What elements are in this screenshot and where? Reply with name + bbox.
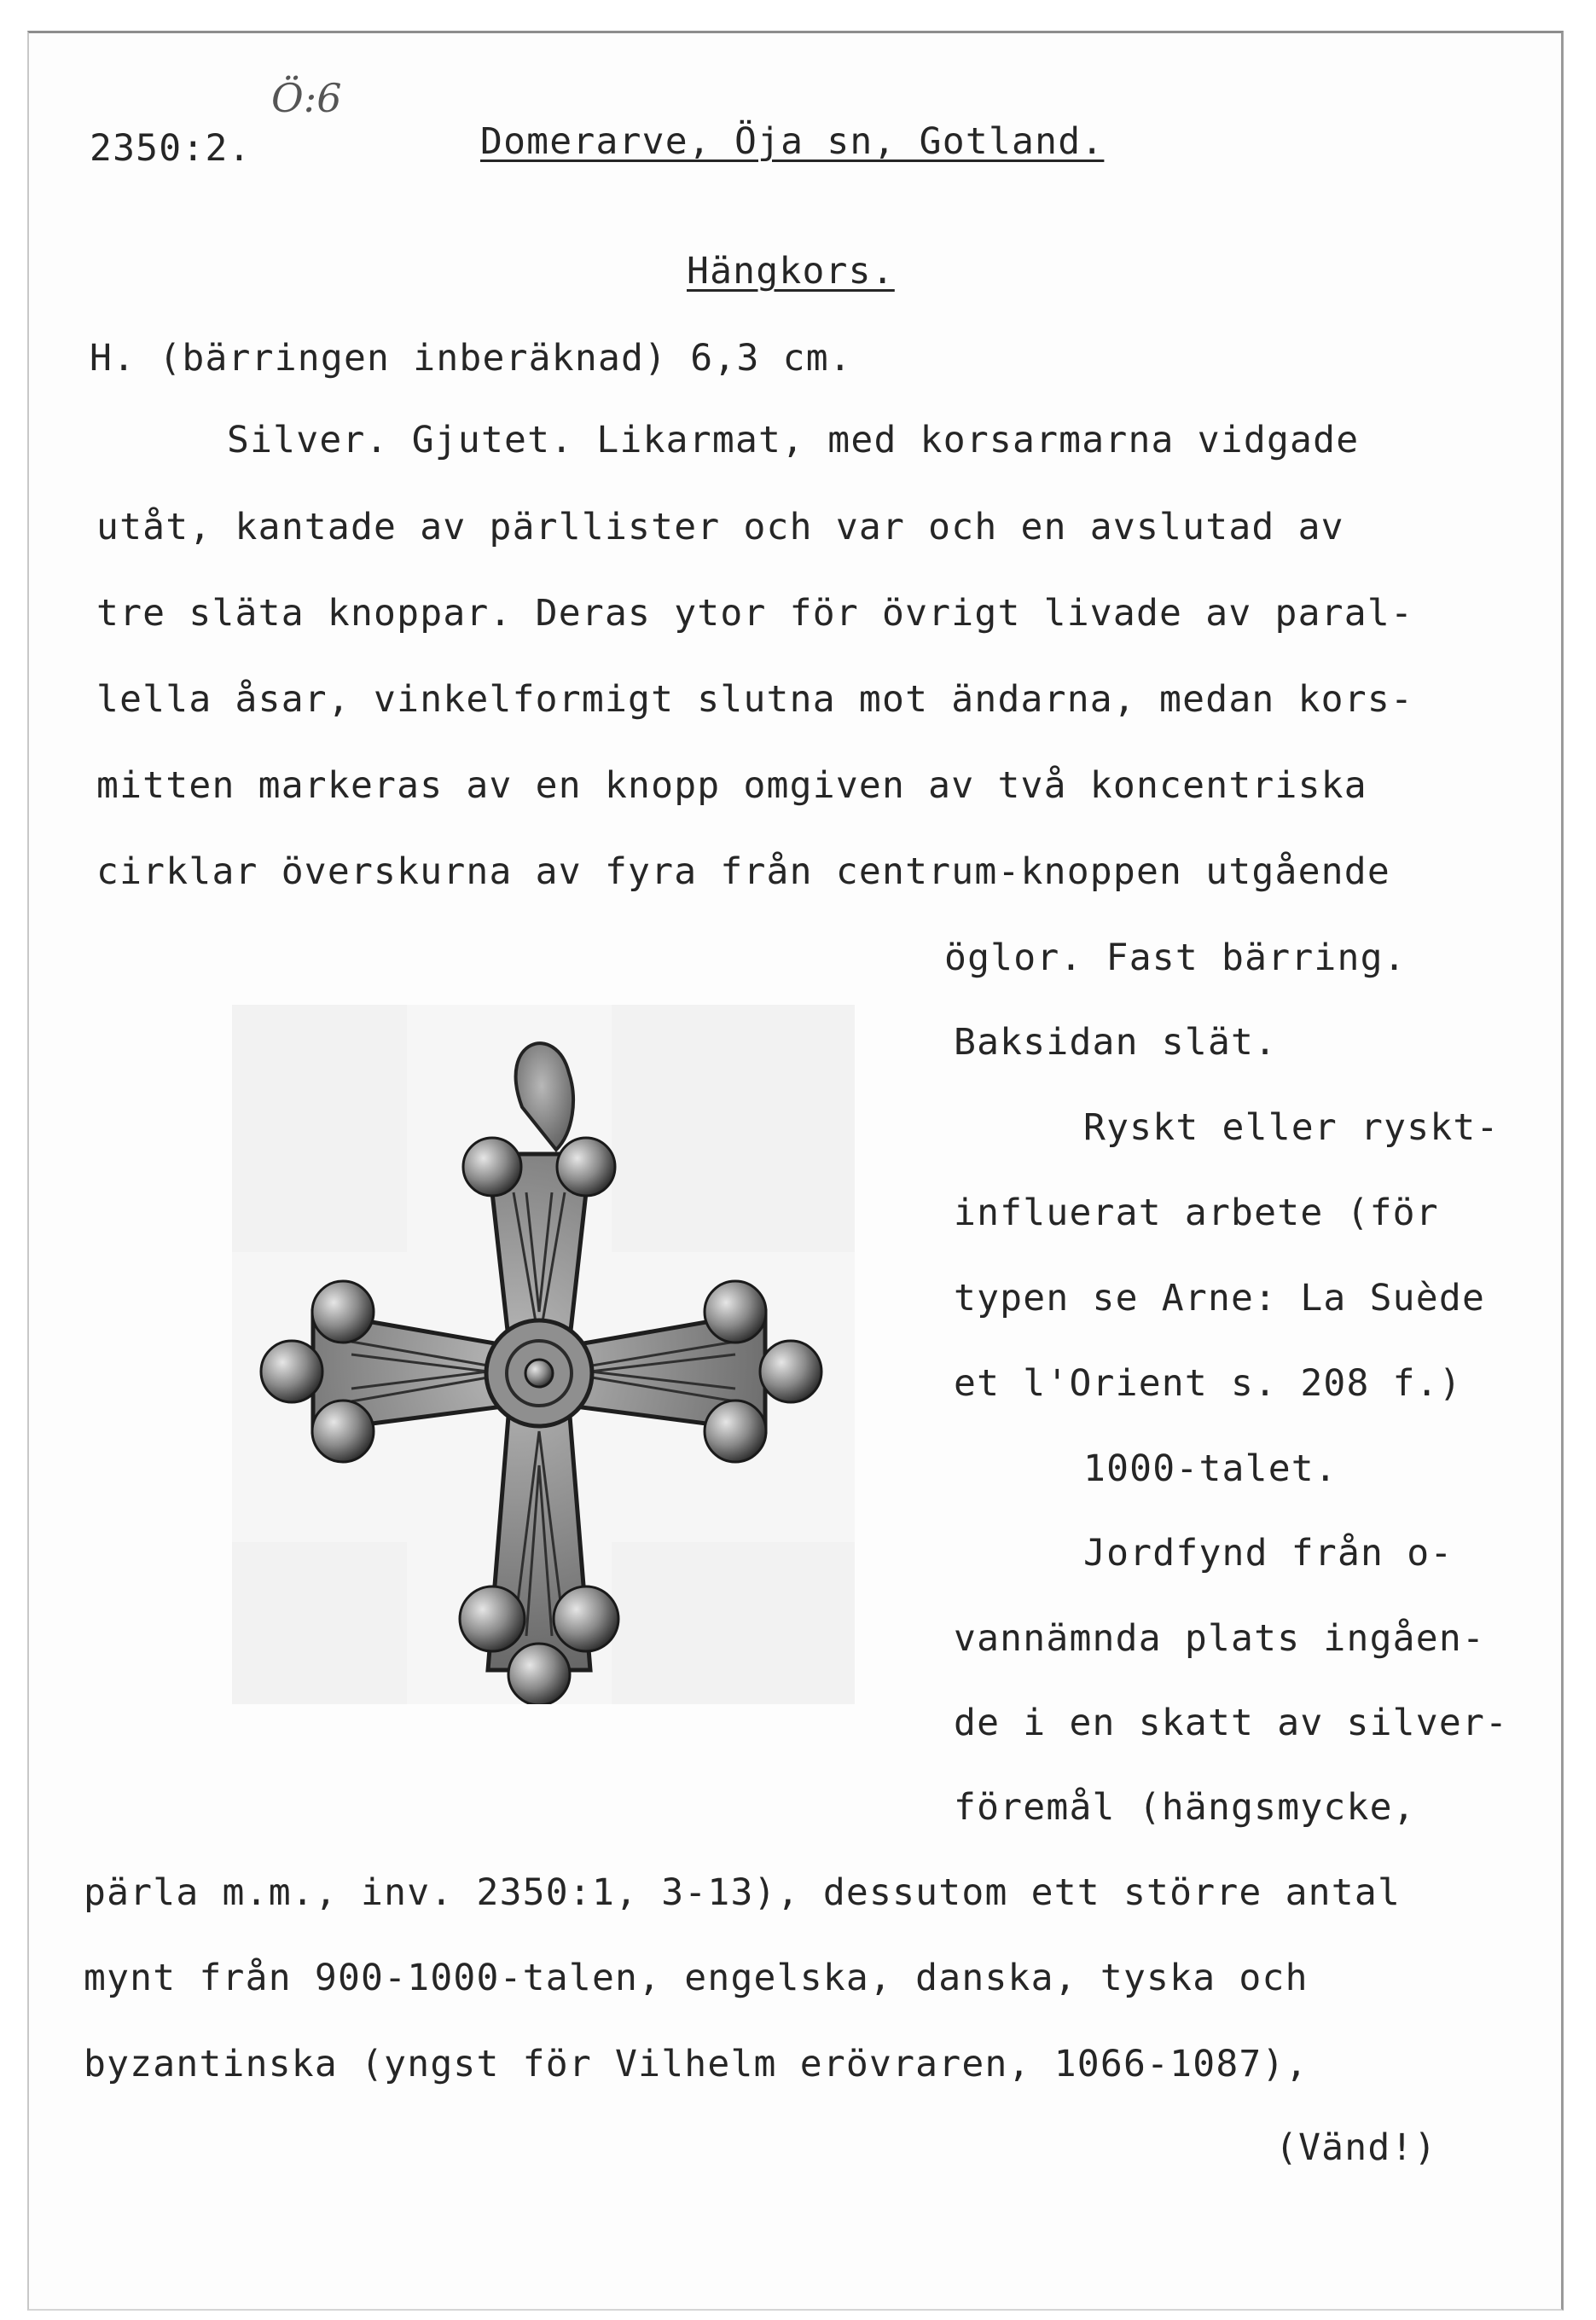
body-line: lella åsar, vinkelformigt slutna mot ändarna, medan kors- — [96, 678, 1414, 721]
body-line: mitten markeras av en knopp omgiven av två koncentriska — [96, 764, 1367, 807]
bottom-line: pärla m.m., inv. 2350:1, 3-13), dessutom ett större antal — [84, 1871, 1402, 1914]
measurement-line: H. (bärringen inberäknad) 6,3 cm. — [90, 337, 852, 380]
bottom-line: byzantinska (yngst för Vilhelm erövraren, 1066-1087), — [84, 2043, 1309, 2085]
body-line: cirklar överskurna av fyra från centrum-knoppen utgående — [96, 850, 1390, 893]
side-line: 1000-talet. — [1083, 1447, 1338, 1490]
artifact-photo — [232, 1005, 855, 1704]
handwritten-note: Ö:6 — [271, 75, 342, 121]
side-line: et l'Orient s. 208 f.) — [954, 1362, 1462, 1405]
side-line: typen se Arne: La Suède — [954, 1277, 1486, 1320]
side-line: influerat arbete (för — [954, 1192, 1439, 1234]
side-line: föremål (hängsmycke, — [954, 1786, 1416, 1829]
inventory-number: 2350:2. — [90, 127, 252, 170]
side-line: öglor. Fast bärring. — [944, 937, 1407, 979]
body-line: tre släta knoppar. Deras ytor för övrigt livade av paral- — [96, 592, 1414, 635]
body-line: Silver. Gjutet. Likarmat, med korsarmarna vidgade — [227, 419, 1360, 461]
pendant-cross-image — [232, 1005, 855, 1704]
side-line: vannämnda plats ingåen- — [954, 1617, 1486, 1660]
side-line: de i en skatt av silver- — [954, 1702, 1509, 1744]
body-line: utåt, kantade av pärllister och var och en avslutad av — [96, 506, 1344, 548]
bottom-line: mynt från 900-1000-talen, engelska, danska, tyska och — [84, 1957, 1309, 1999]
continue-note: (Vänd!) — [1275, 2126, 1437, 2169]
side-line: Baksidan slät. — [954, 1021, 1278, 1064]
side-line: Ryskt eller ryskt- — [1083, 1106, 1500, 1149]
object-title: Hängkors. — [687, 250, 895, 293]
location-line: Domerarve, Öja sn, Gotland. — [480, 120, 1105, 163]
side-line: Jordfynd från o- — [1083, 1532, 1454, 1575]
